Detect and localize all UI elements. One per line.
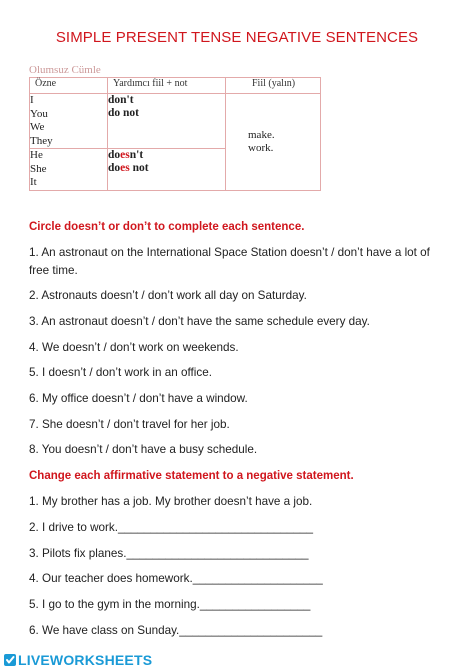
pronoun: You [30, 107, 48, 120]
header-auxiliary: Yardımcı fiil + not [108, 78, 226, 94]
table-caption: Olumsuz Cümle [29, 64, 101, 76]
exercise-item: 8. You doesn’t / don’t have a busy schedule. [29, 443, 258, 456]
aux-part: do [108, 162, 121, 174]
exercise-item: 2. Astronauts doesn’t / don’t work all day on Saturday. [29, 289, 307, 302]
pronoun: She [30, 162, 47, 175]
aux-part: do [108, 149, 121, 161]
exercise-item: 7. She doesn’t / don’t travel for her job. [29, 418, 230, 431]
verb-form: work. [248, 141, 274, 154]
pronoun: I [30, 94, 34, 106]
header-verb: Fiil (yalın) [226, 78, 321, 94]
section1-instruction: Circle doesn’t or don’t to complete each sentence. [29, 221, 305, 233]
aux-part: not [129, 162, 149, 174]
pronoun: It [30, 176, 37, 188]
exercise-item-answer-line[interactable]: 6. We have class on Sunday.______________________ [29, 624, 323, 637]
verb-cell [226, 94, 321, 191]
table-header-row [30, 78, 321, 94]
aux-form: don't [108, 94, 134, 106]
verb-form: make. [248, 128, 275, 141]
liveworksheets-logo-icon [3, 653, 17, 667]
exercise-item-answer-line[interactable]: 3. Pilots fix planes.____________________________ [29, 547, 309, 560]
header-subject: Özne [30, 78, 108, 94]
brand-name[interactable]: LIVEWORKSHEETS [18, 652, 153, 668]
exercise-item: 1. An astronaut on the International Space Station doesn’t / don’t have a lot of free time. [29, 246, 430, 277]
exercise-item: 4. We doesn’t / don’t work on weekends. [29, 341, 239, 354]
auxiliary-cell [108, 149, 226, 191]
exercise-item: 3. An astronaut doesn’t / don’t have the same schedule every day. [29, 315, 370, 328]
exercise-item-answer-line[interactable]: 5. I go to the gym in the morning._________________ [29, 598, 311, 611]
aux-form [108, 149, 225, 162]
pronoun: We [30, 121, 45, 133]
grammar-table [29, 77, 321, 191]
grammar-table-block [29, 63, 321, 191]
exercise-item: 6. My office doesn’t / don’t have a window. [29, 392, 248, 405]
pronoun: They [30, 134, 53, 147]
aux-form [108, 162, 225, 175]
pronoun-cell [30, 94, 108, 149]
section2-instruction: Change each affirmative statement to a negative statement. [29, 470, 354, 482]
aux-ending-highlight: es [120, 149, 130, 161]
pronoun-cell [30, 149, 108, 191]
page-title: SIMPLE PRESENT TENSE NEGATIVE SENTENCES [55, 29, 419, 46]
exercise-item-answer-line[interactable]: 4. Our teacher does homework.____________________ [29, 572, 323, 585]
pronoun: He [30, 149, 43, 161]
exercise-item: 1. My brother has a job. My brother doesn’t have a job. [29, 495, 313, 508]
table-row-plural [30, 94, 321, 149]
aux-form: do not [108, 107, 139, 119]
auxiliary-cell [108, 94, 226, 149]
aux-ending-highlight: es [120, 162, 130, 174]
aux-part: n't [129, 149, 144, 161]
exercise-item-answer-line[interactable]: 2. I drive to work.______________________________ [29, 521, 313, 534]
exercise-item: 5. I doesn’t / don’t work in an office. [29, 366, 212, 379]
